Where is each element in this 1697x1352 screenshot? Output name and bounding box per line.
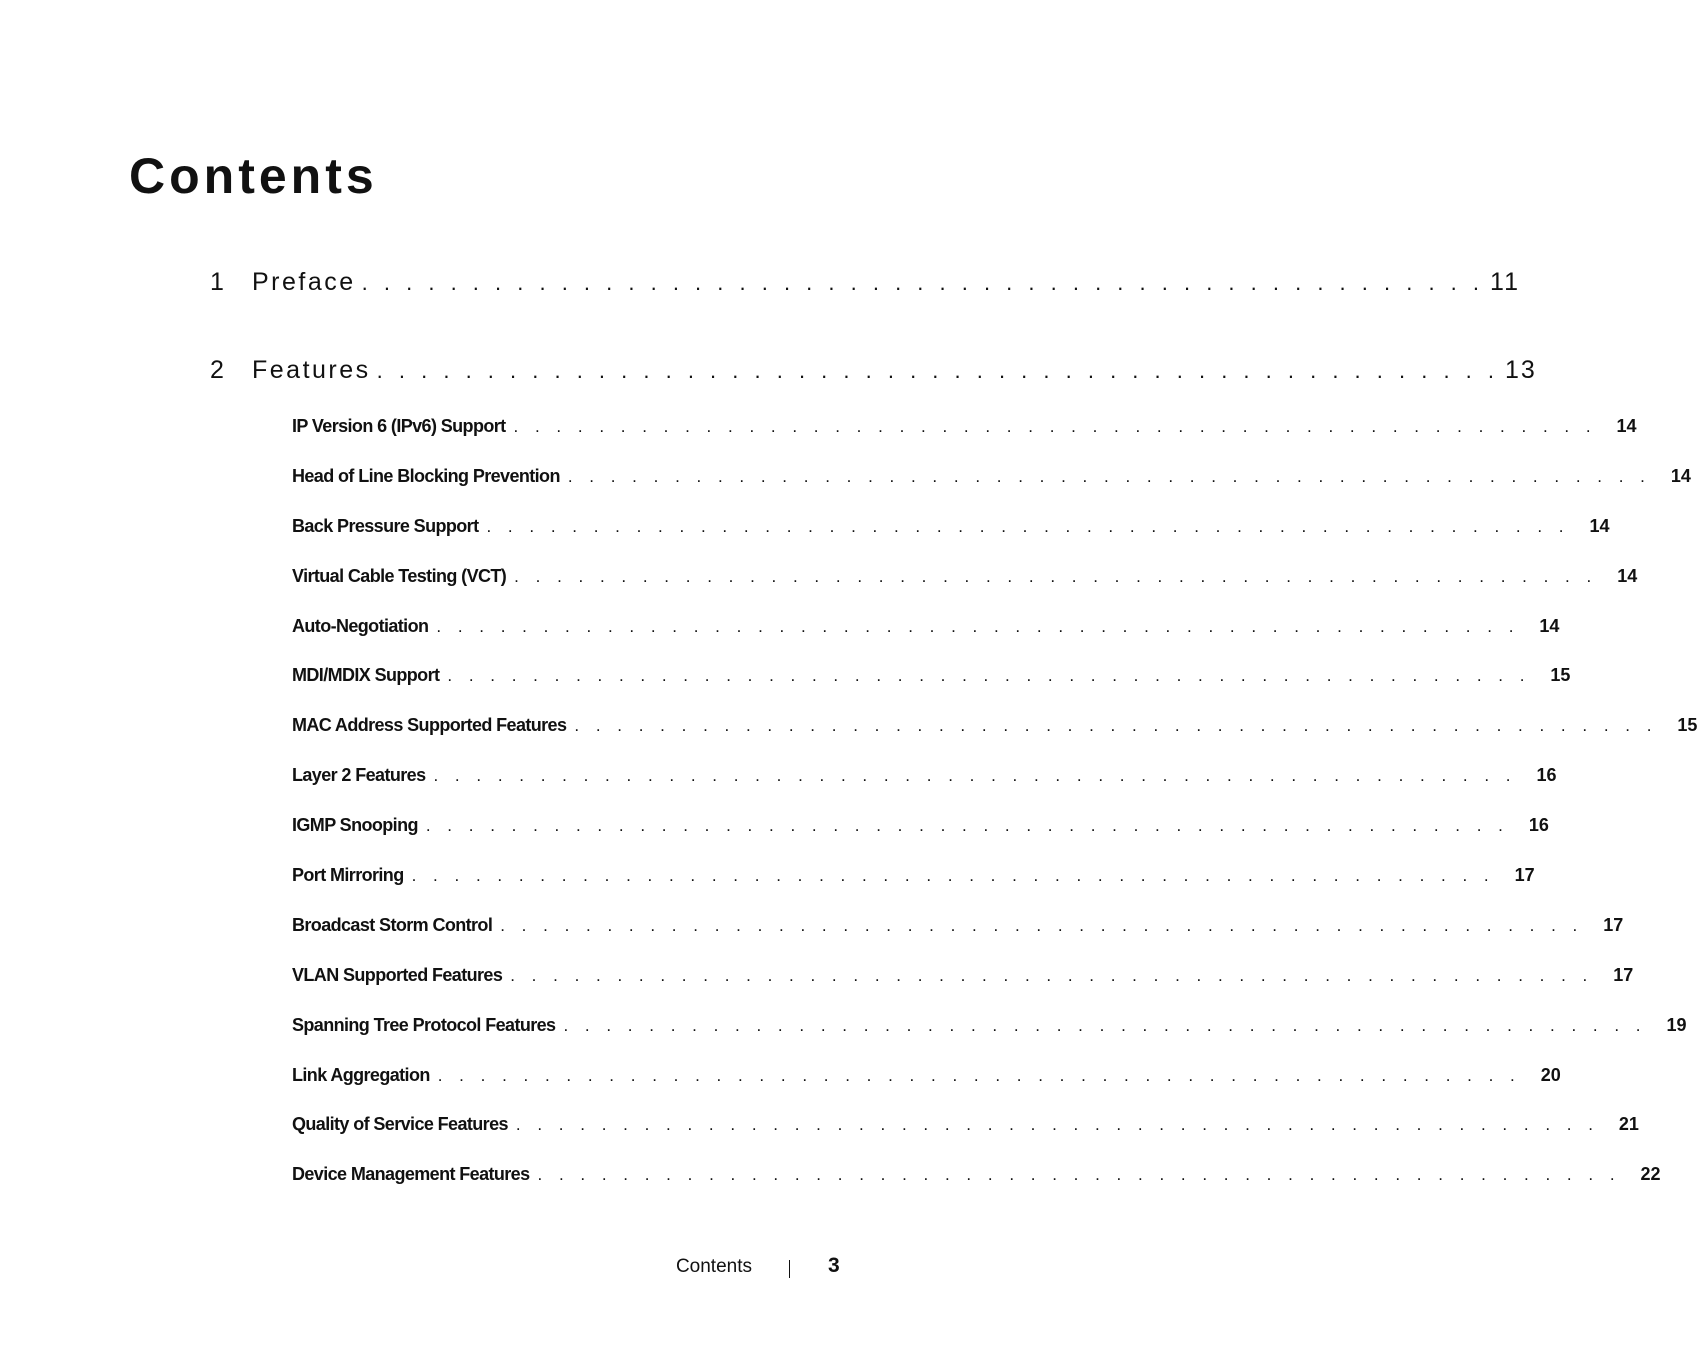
toc-entry-page: 19 [1666, 1014, 1687, 1035]
toc-entry[interactable] [292, 815, 1549, 865]
chapter-page-number: 11 [1490, 268, 1520, 296]
footer-label: Contents [675, 1256, 752, 1277]
dot-leader: . . . . . . . . . . . . . . . . . . . . . . . . . . . . . . . . . . . . . . . . . . . . . . . . . . . [574, 716, 1658, 736]
dot-leader: . . . . . . . . . . . . . . . . . . . . . . . . . . . . . . . . . . . . . . . . . . . . . . . . . . . [425, 816, 1509, 836]
dot-leader: . . . . . . . . . . . . . . . . . . . . . . . . . . . . . . . . . . . . . . . . . . . . . . . . . . . [376, 358, 1500, 383]
toc-entry-page: 22 [1640, 1164, 1661, 1185]
toc-entry[interactable] [292, 1114, 1639, 1164]
page-footer [0, 1254, 954, 1282]
toc-entry-title: Device Management Features [292, 1164, 530, 1185]
toc-entry[interactable] [292, 865, 1535, 915]
toc-entry-title: Port Mirroring [292, 865, 404, 886]
footer-page-number: 3 [828, 1254, 840, 1277]
toc-entry[interactable] [292, 465, 1691, 516]
toc-entry[interactable] [292, 565, 1638, 616]
toc-entry-page: 17 [1514, 865, 1535, 886]
toc-entry[interactable] [292, 914, 1624, 965]
dot-leader: . . . . . . . . . . . . . . . . . . . . . . . . . . . . . . . . . . . . . . . . . . . . . . . . . . . [537, 1165, 1621, 1185]
footer-divider [789, 1260, 790, 1278]
toc-entry-title: IGMP Snooping [292, 815, 418, 836]
toc-entry[interactable] [292, 665, 1571, 715]
toc-entry-title: Spanning Tree Protocol Features [292, 1014, 556, 1035]
toc-entry[interactable] [292, 1014, 1687, 1065]
toc-entry-page: 14 [1670, 465, 1691, 486]
toc-entry[interactable] [292, 765, 1557, 815]
toc-entry-title: MAC Address Supported Features [292, 715, 567, 736]
toc-entry-page: 16 [1528, 815, 1549, 836]
toc-entry-title: Back Pressure Support [292, 515, 479, 536]
toc-entry[interactable] [292, 715, 1697, 765]
toc-entry[interactable] [292, 1064, 1561, 1115]
dot-leader: . . . . . . . . . . . . . . . . . . . . . . . . . . . . . . . . . . . . . . . . . . . . . . . . . . . [436, 616, 1520, 636]
chapter-title: Features [252, 356, 371, 384]
toc-entry[interactable] [292, 615, 1560, 666]
toc-entry-page: 14 [1616, 416, 1637, 436]
toc-entry-title: Broadcast Storm Control [292, 914, 493, 935]
dot-leader: . . . . . . . . . . . . . . . . . . . . . . . . . . . . . . . . . . . . . . . . . . . . . . . . . . . [510, 965, 1594, 985]
dot-leader: . . . . . . . . . . . . . . . . . . . . . . . . . . . . . . . . . . . . . . . . . . . . . . . . . . . [361, 270, 1485, 295]
toc-entry-title: VLAN Supported Features [292, 964, 503, 985]
toc-entry-page: 20 [1540, 1064, 1561, 1085]
toc-entry-page: 14 [1617, 565, 1638, 586]
dot-leader: . . . . . . . . . . . . . . . . . . . . . . . . . . . . . . . . . . . . . . . . . . . . . . . . . . . [513, 417, 1597, 436]
toc-entry-page: 14 [1589, 515, 1610, 536]
toc-entry-title: IP Version 6 (IPv6) Support [292, 416, 506, 436]
dot-leader: . . . . . . . . . . . . . . . . . . . . . . . . . . . . . . . . . . . . . . . . . . . . . . . . . . . [515, 1115, 1599, 1135]
dot-leader: . . . . . . . . . . . . . . . . . . . . . . . . . . . . . . . . . . . . . . . . . . . . . . . . . . . [411, 866, 1495, 886]
toc-entry-page: 17 [1613, 964, 1634, 985]
toc-entry-title: Auto-Negotiation [292, 615, 429, 636]
toc-entry-page: 14 [1539, 615, 1560, 636]
chapter-title: Preface [252, 268, 356, 296]
dot-leader: . . . . . . . . . . . . . . . . . . . . . . . . . . . . . . . . . . . . . . . . . . . . . . . . . . . [567, 466, 1651, 486]
dot-leader: . . . . . . . . . . . . . . . . . . . . . . . . . . . . . . . . . . . . . . . . . . . . . . . . . . . [433, 766, 1517, 786]
dot-leader: . . . . . . . . . . . . . . . . . . . . . . . . . . . . . . . . . . . . . . . . . . . . . . . . . . . [486, 516, 1570, 536]
toc-entry[interactable] [292, 1164, 1661, 1214]
dot-leader: . . . . . . . . . . . . . . . . . . . . . . . . . . . . . . . . . . . . . . . . . . . . . . . . . . . [447, 666, 1531, 686]
toc-entry-page: 17 [1603, 914, 1624, 935]
dot-leader: . . . . . . . . . . . . . . . . . . . . . . . . . . . . . . . . . . . . . . . . . . . . . . . . . . . [437, 1065, 1521, 1085]
toc-entry-title: Head of Line Blocking Prevention [292, 465, 560, 486]
chapter-page-number: 13 [1505, 356, 1537, 384]
toc-entry-title: Layer 2 Features [292, 765, 426, 786]
dot-leader: . . . . . . . . . . . . . . . . . . . . . . . . . . . . . . . . . . . . . . . . . . . . . . . . . . . [563, 1015, 1647, 1035]
toc-entry-title: Quality of Service Features [292, 1114, 508, 1135]
toc-entry-title: MDI/MDIX Support [292, 665, 440, 686]
chapter-number: 2 [210, 356, 227, 384]
toc-entry-title: Virtual Cable Testing (VCT) [292, 565, 507, 586]
toc-entry-title: Link Aggregation [292, 1064, 430, 1085]
dot-leader: . . . . . . . . . . . . . . . . . . . . . . . . . . . . . . . . . . . . . . . . . . . . . . . . . . . [500, 915, 1584, 935]
toc-entry[interactable] [292, 964, 1634, 1015]
page-title: Contents [129, 148, 378, 204]
toc-entry[interactable] [292, 416, 1637, 466]
chapter-number: 1 [210, 268, 227, 296]
toc-entry-page: 15 [1677, 715, 1697, 736]
toc-entry-page: 15 [1550, 665, 1571, 686]
dot-leader: . . . . . . . . . . . . . . . . . . . . . . . . . . . . . . . . . . . . . . . . . . . . . . . . . . . [514, 566, 1598, 586]
toc-entry-page: 16 [1536, 765, 1557, 786]
section-list [292, 416, 1697, 1214]
toc-chapter-features[interactable] [210, 356, 1537, 392]
toc-chapter-preface[interactable] [210, 268, 1520, 304]
toc-entry[interactable] [292, 515, 1610, 566]
toc-entry-page: 21 [1618, 1114, 1639, 1135]
